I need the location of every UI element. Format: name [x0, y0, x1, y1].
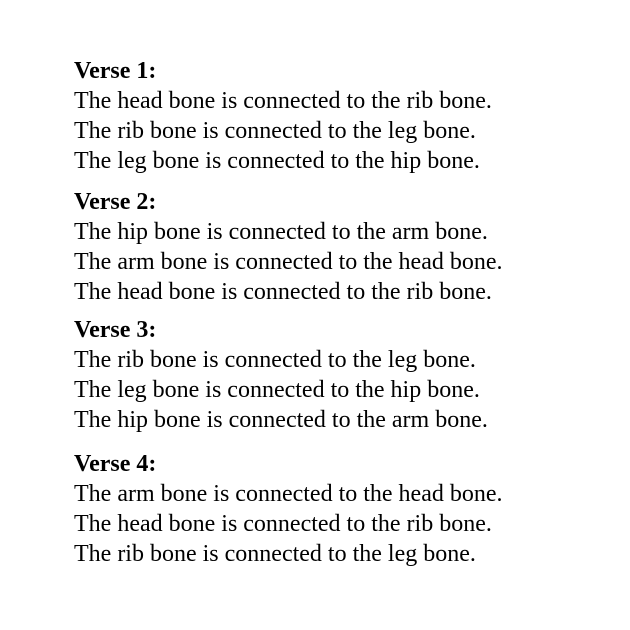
verse-title: Verse 3:	[74, 317, 157, 343]
verse-line: The leg bone is connected to the hip bone.	[74, 148, 480, 174]
verse-1	[74, 56, 614, 176]
verse-title: Verse 2:	[74, 189, 157, 215]
verse-line: The arm bone is connected to the head bone.	[74, 481, 503, 507]
verse-3	[74, 315, 614, 435]
verse-title: Verse 4:	[74, 451, 157, 477]
verse-2	[74, 187, 614, 307]
verse-4	[74, 449, 614, 569]
verse-line: The hip bone is connected to the arm bone.	[74, 219, 488, 245]
verse-title: Verse 1:	[74, 58, 157, 84]
verse-line: The rib bone is connected to the leg bone.	[74, 118, 476, 144]
verse-line: The arm bone is connected to the head bone.	[74, 249, 503, 275]
verse-line: The hip bone is connected to the arm bone.	[74, 407, 488, 433]
verse-line: The rib bone is connected to the leg bone.	[74, 541, 476, 567]
verse-line: The rib bone is connected to the leg bone.	[74, 347, 476, 373]
verse-line: The head bone is connected to the rib bone.	[74, 279, 492, 305]
verse-line: The head bone is connected to the rib bone.	[74, 88, 492, 114]
verse-line: The head bone is connected to the rib bone.	[74, 511, 492, 537]
verse-line: The leg bone is connected to the hip bone.	[74, 377, 480, 403]
